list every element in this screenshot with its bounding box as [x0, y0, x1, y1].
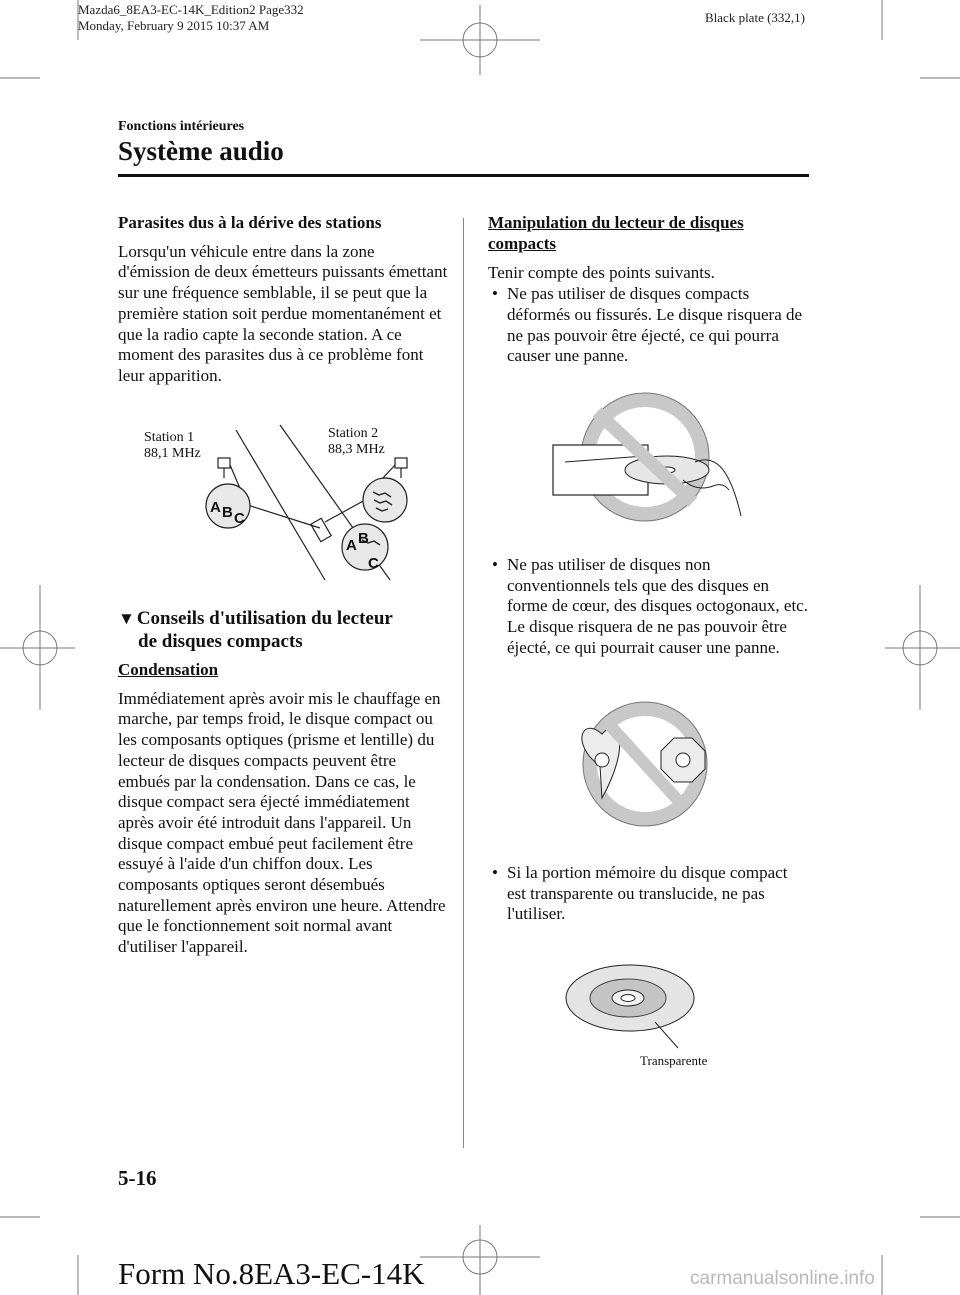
heading-line1: Conseils d'utilisation du lecteur: [136, 608, 393, 629]
svg-text:C: C: [234, 510, 245, 527]
station2-frequency: 88,3 MHz: [328, 442, 385, 457]
subheading-station-drift: Parasites dus à la dérive des stations: [118, 213, 382, 232]
station1-label: Station 1: [144, 430, 195, 445]
paragraph-station-drift: Lorsqu'un véhicule entre dans la zone d'émission de deux émetteurs puissants émettant sur une fréquence semblable, il se peut que la première station soit perdue momentanément et que la radio capte la seconde station. A ce moment des parasites dus à ce problème font leur apparition.: [118, 241, 448, 385]
bullet-unusual-discs: [488, 555, 808, 659]
paragraph-condensation: Immédiatement après avoir mis le chauffage en marche, par temps froid, le disque compact ou les composants optiques (prisme et lentille) du lecteur de disques compacts peuvent être embués par la condensation. Dans ce cas, le disque compact sera éjecté immédiatement après avoir été introduit dans l'appareil. Un disque compact embué peut facilement être essuyé à l'aide d'un chiffon doux. Les composants optiques seront désembués naturellement après environ une heure. Attendre que le fonctionnement soit normal avant d'utiliser l'appareil.: [118, 688, 446, 957]
document-meta: [78, 2, 304, 34]
bullet-deformed-discs: [488, 284, 808, 367]
svg-text:B: B: [222, 504, 233, 521]
bullet1-text: Ne pas utiliser de disques compacts déformés ou fissurés. Le disque risquera de ne pas pouvoir être éjecté, ce qui pourra causer une panne.: [507, 284, 803, 366]
station-drift-figure: [140, 420, 440, 588]
section-label: Fonctions intérieures: [118, 119, 245, 134]
left-column: [118, 213, 448, 387]
page-title: Système audio: [118, 136, 284, 166]
meta-filename: Mazda6_8EA3-EC-14K_Edition2 Page332: [78, 2, 304, 17]
svg-text:B: B: [358, 530, 369, 547]
form-number: Form No.8EA3-EC-14K: [118, 1256, 425, 1291]
transparent-caption: Transparente: [640, 1053, 708, 1068]
subheading-cd-handling: Manipulation du lecteur de disques compacts: [488, 213, 744, 253]
station1-frequency: 88,1 MHz: [144, 446, 201, 461]
plate-label: Black plate (332,1): [705, 10, 805, 25]
svg-text:A: A: [346, 537, 357, 554]
column-divider: [463, 218, 464, 1148]
no-unusual-discs-figure: [570, 700, 720, 828]
transparent-disc-figure: [560, 960, 740, 1065]
right-column-middle: [488, 555, 808, 659]
svg-text:A: A: [210, 499, 221, 516]
no-deformed-disc-figure: [545, 390, 745, 525]
title-rule: [118, 174, 809, 177]
watermark: carmanualsonline.info: [690, 1268, 875, 1289]
bullet-transparent-discs: [488, 863, 808, 925]
bullet2-text: Ne pas utiliser de disques non conventionnels tels que des disques en forme de cœur, des disques octogonaux, etc. Le disque risquera de ne pas pouvoir être éjecté, ce qui pourrait causer une panne.: [507, 555, 808, 657]
meta-timestamp: Monday, February 9 2015 10:37 AM: [78, 18, 270, 33]
right-column-top: [488, 213, 808, 367]
subheading-condensation: Condensation: [118, 660, 219, 679]
condensation-section: [118, 660, 448, 958]
station2-label: Station 2: [328, 426, 379, 441]
bullet3-text: Si la portion mémoire du disque compact est transparente ou translucide, ne pas l'utiliser.: [507, 863, 788, 924]
right-column-bottom: [488, 863, 808, 925]
intro-text: Tenir compte des points suivants.: [488, 263, 715, 283]
page-number: 5-16: [118, 1166, 157, 1190]
section-heading-cd-tips: [118, 607, 448, 653]
svg-text:C: C: [368, 555, 379, 572]
triangle-icon: ▼: [118, 609, 135, 628]
heading-line2: de disques compacts: [138, 631, 303, 652]
